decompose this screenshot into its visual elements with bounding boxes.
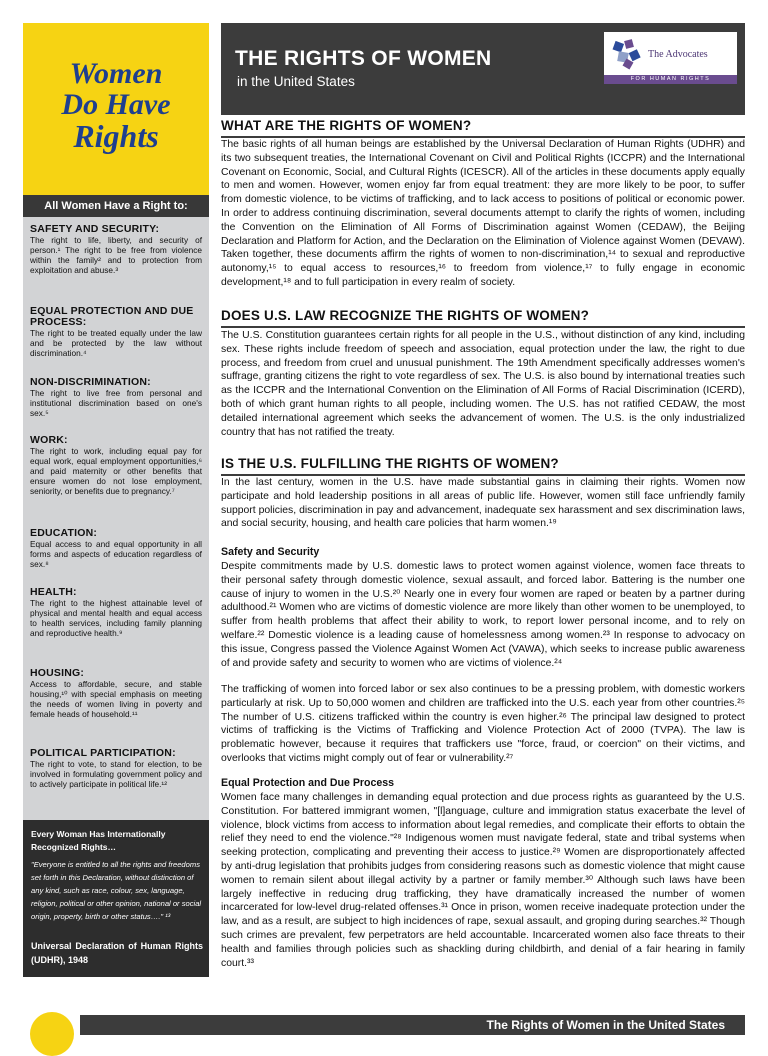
section-paragraph: The U.S. Constitution guarantees certain rights for all people in the U.S., without distinction of any kind, including sex. These rights include freedom of speech and association, equal protection under the law, the right to due process, and freedom from cruel and unusual punishment. The 19th Amendment specifically addresses women's suffrage, granting citizens the right to vote regardless of sex. The U.S. is also bound by international treaties such as the ICCPR and the International Convention on the Elimination of All Forms of Racial Discrimination (ICERD), both of which grant human rights to all people, including women. The U.S. has not ratified CEDAW, the most detailed international agreement which seeks the advancement of women. The U.S. is the only industrialized country that has not ratified the treaty. [221, 330, 745, 438]
sidebar-section-title: HEALTH: [30, 586, 77, 598]
section-paragraph: Despite commitments made by U.S. domestic laws to protect women against violence, women face threats to their personal safety through domestic violence, sexual assault, and forced labor. Battering is the number one cause of injury to women in the U.S.²⁰ Nearly one in every four women are raped or beaten by a partner during adulthood.²¹ Women who are victims of domestic violence are more likely than other women to be unemployed, to suffer from health problems that affect their ability to work, to report lower personal income, and to rely on welfare.²² Domestic violence is a leading cause of homelessness among women.²³ In response to advocacy on this issue, Congress passed the Violence Against Women Act (VAWA), which seeks to increase public awareness of and provide safety and security to women who are victims of violence.²⁴ [221, 561, 745, 669]
sidebar-section-title: NON-DISCRIMINATION: [30, 376, 151, 388]
section-paragraph: The trafficking of women into forced labor or sex also continues to be a pressing problem, with domestic workers particularly at risk. Up to 50,000 women and children are trafficked into the U.S. each year from other countries.²⁵ The number of U.S. citizens trafficked within the country is even higher.²⁶ The principal law designed to protect victims of trafficking is the Victims of Trafficking and Violence Protection Act of 2000 (TVPA). The law is problematic however, because it requires that traffickers use "force, fraud, or coercion" on their victims, and overlooks that victims might comply out of fear or vulnerability.²⁷ [221, 684, 745, 764]
sidebar-section-equal-protection [30, 306, 202, 358]
logo-line-1: Women [69, 57, 163, 90]
sidebar-section-body: The right to vote, to stand for election, to be involved in formulating government policy and to actively participate in political life.¹² [30, 759, 202, 790]
sidebar-section-title: EDUCATION: [30, 527, 98, 539]
sidebar-section-body: The right to live free from personal and institutional discrimination based on one's sex.⁵ [30, 388, 202, 419]
logo-line-3: Rights [73, 118, 159, 154]
sidebar-section-education [30, 528, 202, 569]
women-do-have-rights-logo [23, 23, 209, 195]
sidebar-section-title: HOUSING: [30, 667, 85, 679]
sidebar-section-title: WORK: [30, 434, 68, 446]
sidebar-section-health [30, 587, 202, 638]
section-heading-us-law: DOES U.S. LAW RECOGNIZE THE RIGHTS OF WOMEN? [221, 306, 745, 328]
logo-line-2: Do Have [61, 88, 171, 121]
sidebar-section-title: SAFETY AND SECURITY: [30, 223, 160, 235]
footer-bar [80, 1015, 745, 1035]
sidebar-section-body: The right to life, liberty, and security of person.¹ The right to be free from violence within the family² and to protection from exploitation and abuse.³ [30, 235, 202, 276]
quote-heading: Every Woman Has Internationally Recognized Rights… [31, 829, 166, 852]
section-paragraph: The basic rights of all human beings are established by the Universal Declaration of Human Rights (UDHR) and its two subsequent treaties, the International Covenant on Civil and Political Rights (ICCPR) and the International Covenant on Economic, Social, and Cultural Rights (ICESCR). All of the articles in these documents apply equally to men and women. However, women enjoy far from equal treatment: they are more likely to be poor, to suffer from domestic violence, to be victims of trafficking, and to lack access to positions of political or economic power. In order to address continuing discrimination, several documents attempt to clarify the rights of women, including the Convention on the Elimination of All Forms of Discrimination against Women (CEDAW), the Beijing Declaration and Platform for Action, and the Declaration on the Elimination of Violence against Women (DEVAW). Taken together, these documents affirm the rights of women to non-discrimination,¹⁴ to sexual and reproductive autonomy,¹⁵ to equal access to resources,¹⁶ to freedom from violence,¹⁷ to fully engage in economic development,¹⁸ and to full participation in every realm of society. [221, 139, 745, 288]
section-heading-us-fulfilling: IS THE U.S. FULFILLING THE RIGHTS OF WOMEN? [221, 454, 745, 476]
section-paragraph: Women face many challenges in demanding equal protection and due process rights as guaranteed by the U.S. Constitution. For battered immigrant women, "[l]anguage, culture and immigration status exacerbate the level of violence, block victims from access to information about legal remedies, and complicate their efforts to obtain the relief they need to end the violence."²⁸ Indigenous women must navigate federal, state and tribal systems when seeking protection, complicating and preventing their access to justice.²⁹ Women are disproportionately affected by anti-drug legislation that prohibits judges from considering reasons such as domestic violence that might cause women to remain silent about illegal activity by a partner or family member.³⁰ Although such laws have been largely ineffective in reducing drug trafficking, they have dramatically increased the number of women incarcerated for low-level drug-related offenses.³¹ Once in prison, women receive inadequate protection under the law, and as a result, are subject to high incidences of rape, sexual assault, and groping during searches.³² Though such crimes are prevalent, few perpetrators are held accountable. Incarcerated women also face threats to their health and families through policies such as shackling during childbirth, and denial of a fair hearing in family court.³³ [221, 792, 745, 969]
advocates-globe-icon [612, 38, 644, 70]
sidebar-section-title: POLITICAL PARTICIPATION: [30, 747, 176, 759]
page-subtitle: in the United States [237, 74, 355, 89]
page-header [221, 23, 745, 115]
page-number-badge [30, 1012, 74, 1056]
quote-body: "Everyone is entitled to all the rights and freedoms set forth in this Declaration, without distinction of any kind, such as race, colour, sex, language, religion, political or other opinion, national or social origin, property, birth or other status…." ¹³ [31, 860, 202, 921]
quote-source: Universal Declaration of Human Rights (UDHR), 1948 [31, 941, 203, 965]
subheading-safety-security: Safety and Security [221, 546, 320, 558]
section-heading-what-are-rights: WHAT ARE THE RIGHTS OF WOMEN? [221, 116, 745, 138]
partner-tagline: FOR HUMAN RIGHTS [604, 75, 737, 84]
partner-name: The Advocates [648, 49, 708, 60]
page-title: THE RIGHTS OF WOMEN [235, 47, 492, 70]
footer-running-title: The Rights of Women in the United States [486, 1018, 725, 1032]
subheading-equal-protection: Equal Protection and Due Process [221, 777, 395, 789]
sidebar-section-body: The right to the highest attainable level of physical and mental health and equal access to health services, including family planning and reproductive health.⁹ [30, 598, 202, 639]
sidebar-section-political [30, 748, 202, 789]
section-paragraph: In the last century, women in the U.S. have made substantial gains in claiming their rights. Women now participate and hold leadership positions in all areas of public life. However, women still face unfriendly family support policies, discrimination in pay and advancement, inadequate sex harassment and sex discrimination laws, and social security, housing, and health care policies that harm women.¹⁹ [221, 477, 745, 530]
udhr-quote-box [23, 820, 209, 977]
sidebar-section-safety [30, 224, 202, 275]
rights-sidebar [23, 195, 209, 820]
advocates-for-human-rights-logo [604, 32, 737, 84]
sidebar-section-body: The right to work, including equal pay for equal work, equal employment opportunities,⁶ and paid maternity or other benefits that ensure women do not lose employment, seniority, or benefits due to pregnancy.⁷ [30, 446, 202, 497]
sidebar-section-body: The right to be treated equally under the law and be protected by the law without discrimination.⁴ [30, 328, 202, 359]
sidebar-section-work [30, 435, 202, 496]
sidebar-section-body: Equal access to and equal opportunity in all forms and aspects of education regardless of sex.⁸ [30, 539, 202, 570]
sidebar-section-housing [30, 668, 202, 719]
sidebar-heading: All Women Have a Right to: [23, 195, 209, 217]
sidebar-section-title: EQUAL PROTECTION AND DUE PROCESS: [30, 305, 194, 328]
sidebar-section-non-discrimination [30, 377, 202, 418]
sidebar-section-body: Access to affordable, secure, and stable housing,¹⁰ with special emphasis on meeting the needs of women living in poverty and female heads of household.¹¹ [30, 679, 202, 720]
